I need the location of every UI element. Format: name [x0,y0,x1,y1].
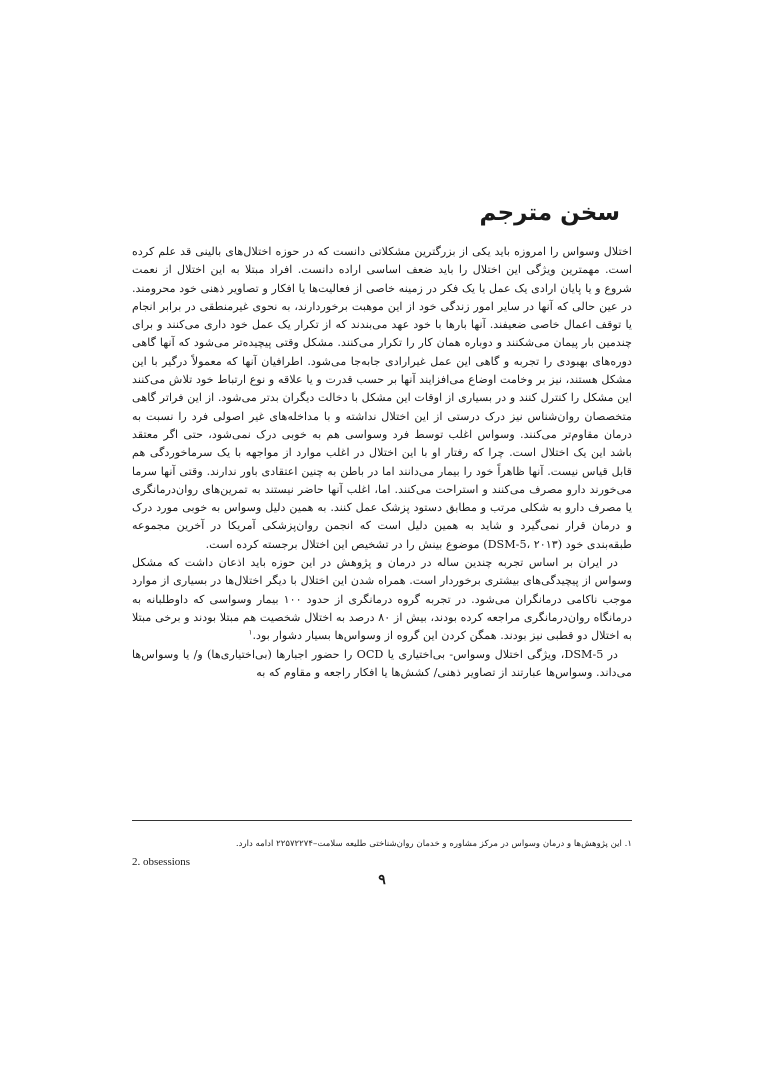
paragraph-3: در DSM-5، ویژگی اختلال وسواس- بی‌اختیاری یا OCD را حضور اجبارها (بی‌اختیاری‌ها) و/ یا وسواس‌ها می‌داند. وسواس‌ها عبارتند از تصاویر ذهنی/ کشش‌ها یا افکار راجعه و مقاوم که به [132,647,632,679]
paragraph-2 [132,554,632,645]
footnote-divider [132,820,632,821]
page-number: ۹ [378,872,386,888]
footnote-marker-1: ۱ [248,628,253,637]
footnote-1: ۱. این پژوهش‌ها و درمان وسواس در مرکز مشاوره و خدمان روان‌شناختی طلیعه سلامت–۲۲۵۷۲۲۷۴ ادامه دارد. [235,839,632,849]
page-title: سخن مترجم [479,200,620,226]
paragraph-1: اختلال وسواس را امروزه باید یکی از بزرگترین مشکلاتی دانست که در حوزه اختلال‌های بالینی قد علم کرده است. مهمترین ویژگی این اختلال را باید ضعف اساسی اراده دانست. افراد مبتلا به این اختلال از نعمت شروع و یا پایان ارادی یک عمل یا یک فکر در زمینه خاصی از فعالیت‌ها یا افکار و تصاویر ذهنی خود محرومند. در عین حالی که آنها در سایر امور زندگی خود از این موهبت برخوردارند، به نحوی غیرمنطقی در برابر انجام یا توقف اعمال خاصی ضعیفند. آنها بارها با خود عهد می‌بندند که از تکرار یک عمل خود داری می‌کنند و برای چندمین بار پیمان می‌شکنند و دوباره همان کار را تکرار می‌کنند. مشکل وقتی پیچیده‌تر می‌شود که آنها گاهی دوره‌های بهبودی را تجربه و گاهی این عمل غیرارادی جابه‌جا می‌شود. اطرافیان آنها که معمولاً درگیر با این مشکل هستند، نیز بر وخامت اوضاع می‌افزایند آنها بر حسب قدرت و یا علاقه و نوع ارتباط خود تلاش می‌کنند این مشکل را کنترل کنند و در بسیاری از اوقات این مشکل با دخالت دیگران بدتر می‌شود. از این فراتر گاهی متخصصان روان‌شناس نیز درک درستی از این اختلال نداشته و با مداخله‌های غیر اصولی فرد را نسبت به درمان مقاوم‌تر می‌کنند. وسواس اغلب توسط فرد وسواسی هم به خوبی درک نمی‌شود، حتی اگر معتقد باشد این یک اختلال است. چرا که رفتار او با این اختلال در اغلب موارد از مواجهه با یک سرماخوردگی هم قابل قیاس نیست. آنها ظاهراً خود را بیمار می‌دانند اما در باطن به چنین اعتقادی باور ندارند. وقتی آنها سرما می‌خورند دارو مصرف می‌کنند و استراحت می‌کنند. اما، اغلب آنها حاضر نیستند به تمرین‌های روان‌درمانگری یا مصرف دارو به شکلی مرتب و مطابق دستود پزشک عمل کنند. به همین دلیل وسواس به خوبی مورد درک و درمان قرار نمی‌گیرد و شاید به همین دلیل است که انجمن روان‌پزشکی آمریکا در آخرین مجموعه طبقه‌بندی خود (DSM-5، ۲۰۱۳) موضوع بینش را در تشخیص این اختلال برجسته کرده است. [132,245,632,551]
paragraph-2-text: در ایران بر اساس تجربه چندین ساله در درمان و پژوهش در این حوزه باید اذعان داشت که مشکل وسواس از پیچیدگی‌های بیشتری برخوردار است. همراه شدن این اختلال با دیگر اختلال‌ها در بسیاری از موارد موجب ناکامی درمانگران می‌شود. در تجربه گروه درمانگری از حدود ۱۰۰ بیمار وسواسی که داوطلبانه به درمانگاه روان‌درمانگری مراجعه کرده بودند، بیش از ۸۰ درصد به اختلال شخصیت هم مبتلا بودند و برخی مبتلا به اختلال دو قطبی نیز بودند. همگن کردن این گروه از وسواس‌ها بسیار دشوار بود. [132,556,632,643]
body-text [132,243,632,682]
footnote-2: 2. obsessions [132,856,191,868]
